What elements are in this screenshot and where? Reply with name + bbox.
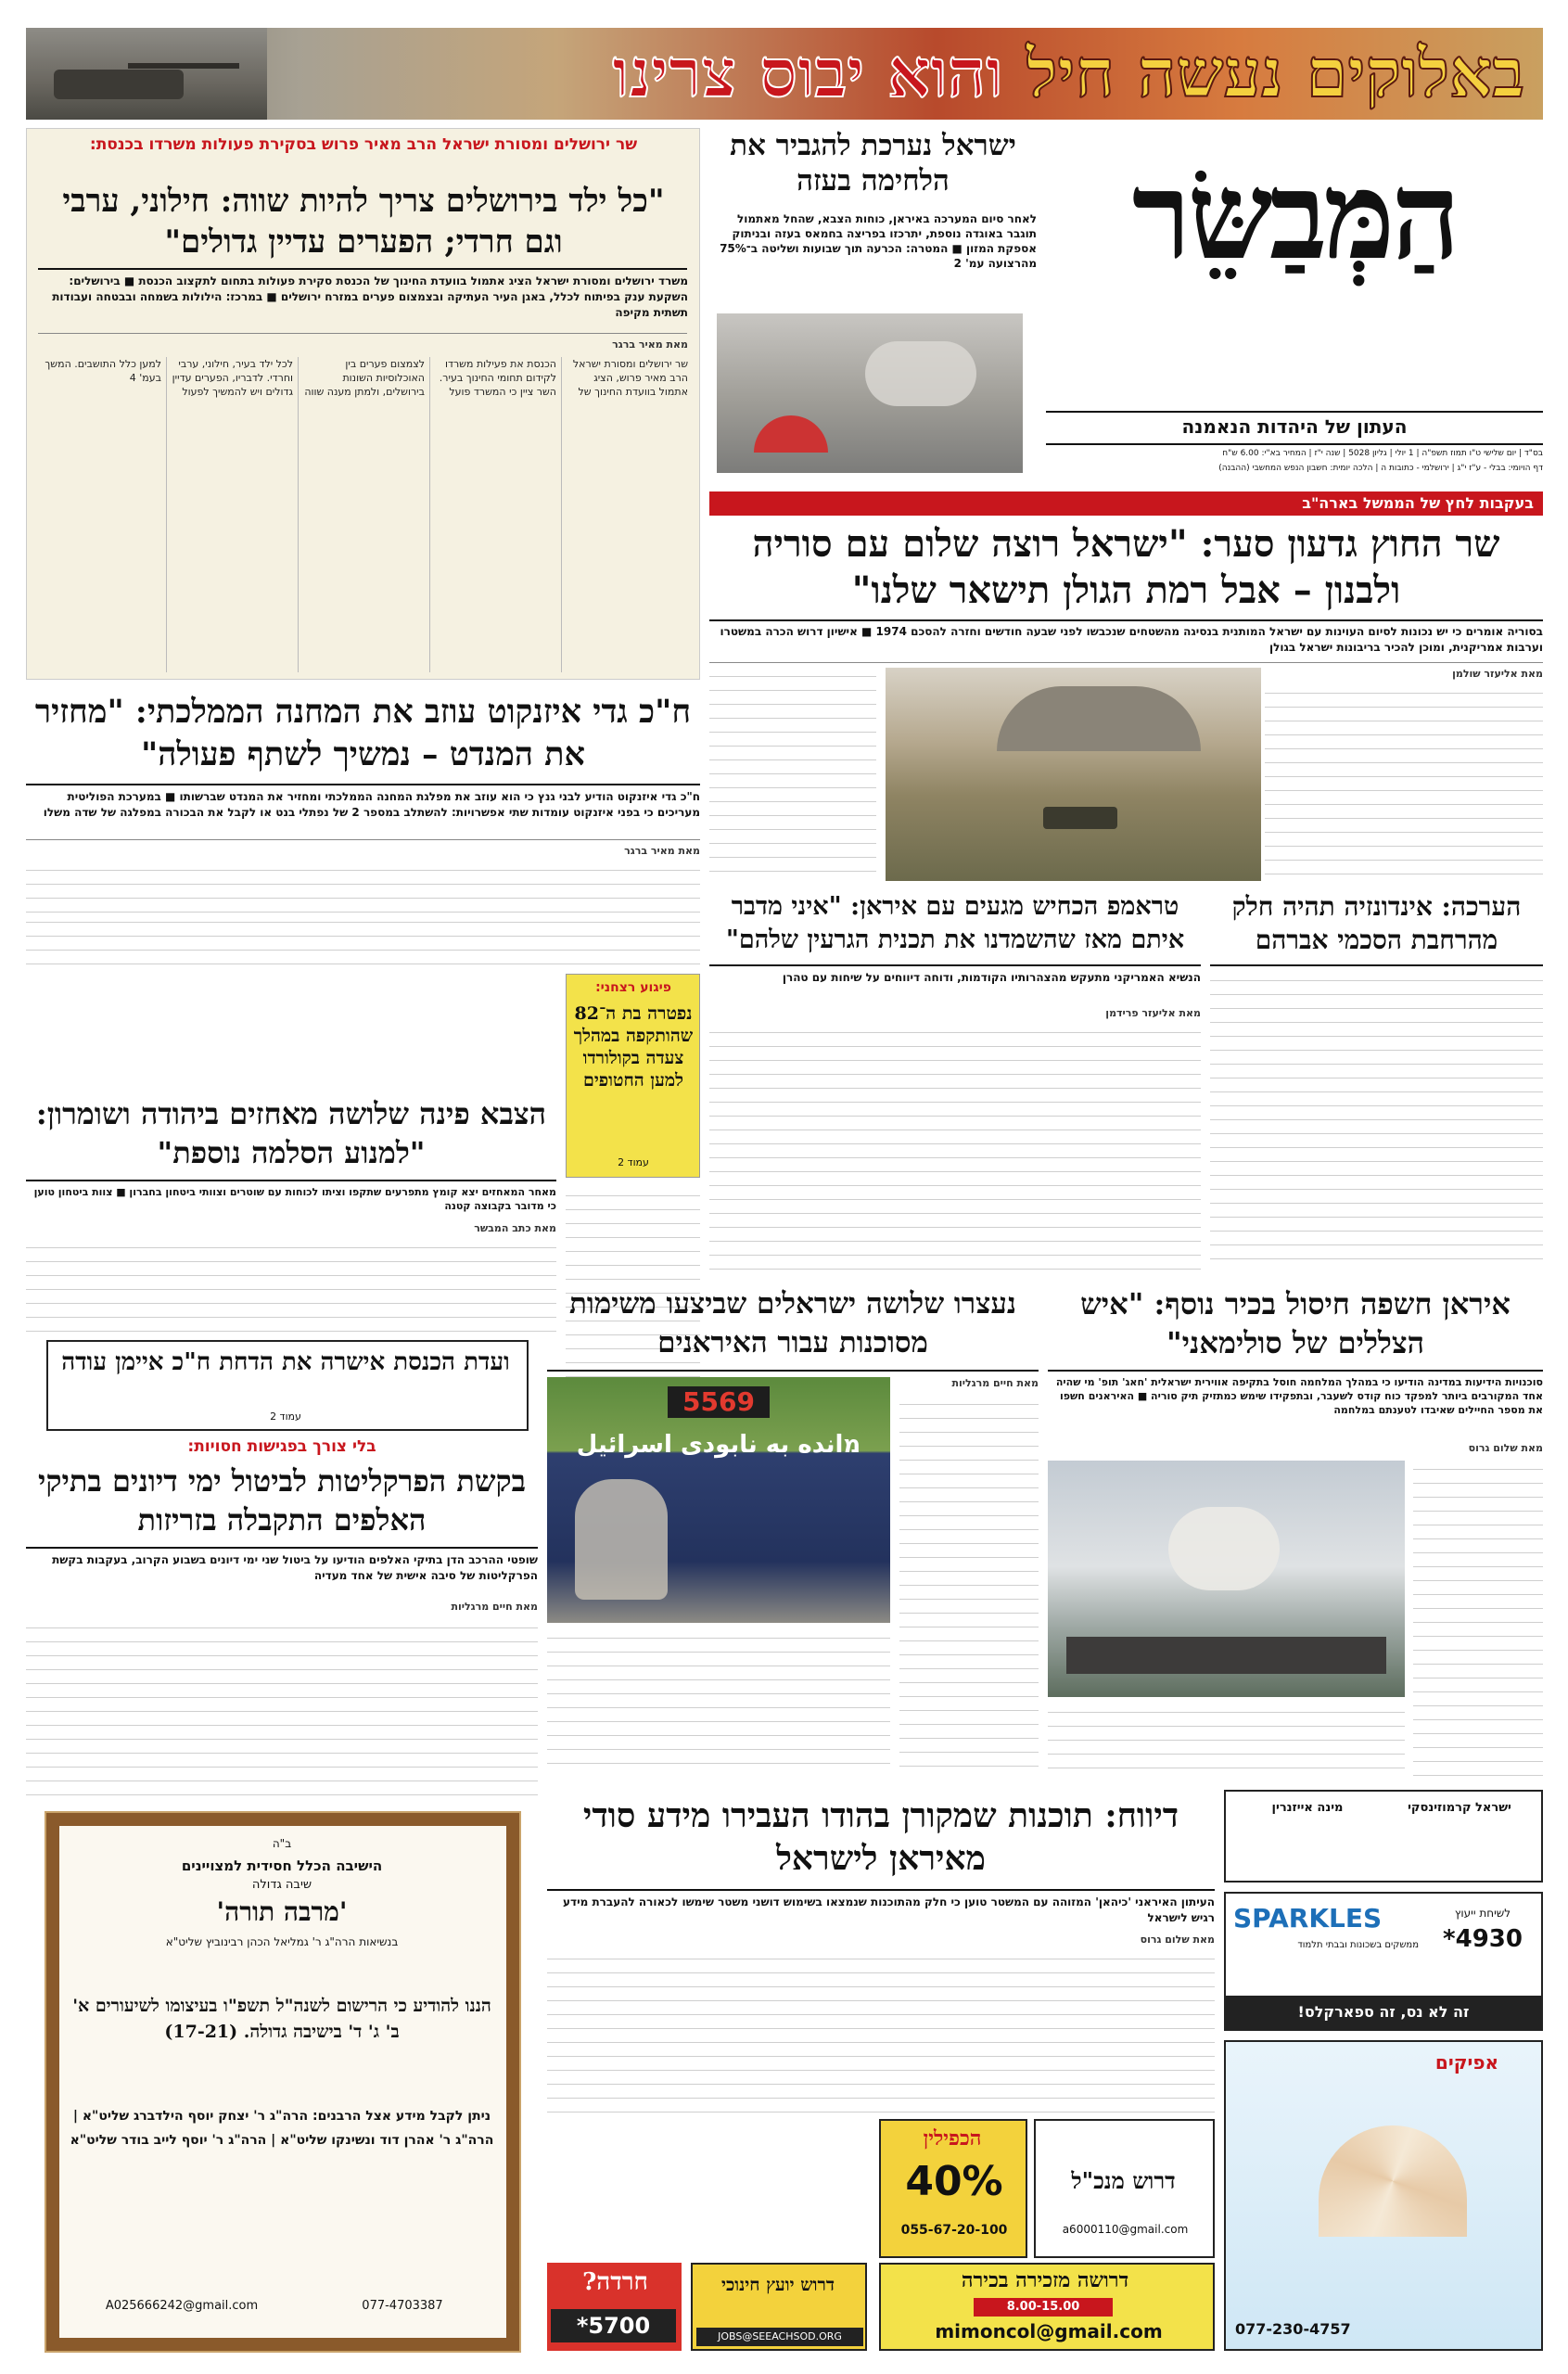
wanted-email: a6000110@gmail.com [1062, 2223, 1189, 2236]
prosecution-byline: מאת חיים מרגליות [451, 1601, 538, 1613]
secretary-email: mimoncol@gmail.com [935, 2320, 1163, 2342]
funeral-1: ישראל קרמוזינסקי [1408, 1801, 1511, 1815]
prosecution-subhead: שופטי ההרכב הדן בתיקי האלפים הודיעו על ביטול שני ימי דיונים בשבוע הקרוב, בעקבות בקשת הפרקליטות של סיבה אישית של אחד מעדיה [52, 1553, 538, 1582]
iran-subhead: סוכנויות הידיעות במדינה הודיעו כי במהלך המלחמה חוסל בתקיפה אווירית ישראלית 'חאג' תופ' מי שהיה אחד המקורבים ביותר למפקד כוח קודס לשעבר, ובתפקידו שימש כמתזיק תיק סוריה ■ האיראנים חשפו את מספר החיילים שאיבדו לטענתם במלחמה [1055, 1376, 1543, 1416]
yeshiva-notice: הננו להודיע כי הרישום לשנה"ל תשפ"ו בעיצומו לשיעורים א' ב' ג' ד' בישיבה גדולה. (17-21) [72, 1996, 491, 2042]
yeshiva-line1: הישיבה הכלל חסידית למצויינים [181, 1857, 383, 1874]
saar-body-lines [1265, 684, 1543, 874]
iran-photo [1048, 1461, 1405, 1697]
army-headline: הצבא פינה שלושה מאחזים ביהודה ושומרון: "למנוע הסלמה נוספת" [35, 1096, 547, 1170]
spies-body-lines-2 [547, 1629, 890, 1776]
sign-counter: 5569 [668, 1386, 770, 1418]
secretary-title: דרושה מזכירה בכירה [961, 2268, 1129, 2292]
yeshiva-phone: 077-4703387 [362, 2299, 443, 2313]
advisor-title: דרוש יועץ חינוכי [720, 2275, 835, 2295]
piguah-box [566, 974, 700, 1178]
kfilin-discount: 40% [905, 2158, 1003, 2205]
sparkles-sub: ממשקים בשכונות ובבתי תלמוד [1297, 1940, 1419, 1950]
funeral-2: מינה אייזנרין [1271, 1801, 1344, 1815]
trump-story [709, 890, 1201, 1275]
prosecution-headline: בקשת הפרקליטות לביטול ימי דיונים בתיקי האלפים התקבלה בזריזות [37, 1463, 527, 1538]
eisenkot-headline: ח"כ גדי איזנקוט עוזב את המחנה הממלכתי: "מחזיר את המנדט – נמשיך לשתף פעולה" [34, 693, 692, 773]
secretary-hours: 8.00-15.00 [974, 2298, 1113, 2317]
trump-byline: מאת אליעזר פרידמן [1105, 1007, 1201, 1019]
top-banner [26, 28, 1543, 120]
spies-headline: נעצרו שלושה ישראלים שביצעו משימות מסוכנות עבור האיראנים [569, 1287, 1016, 1359]
trump-subhead: הנשיא האמריקני מתעקש מהצהרותיו הקודמות, ודוחה דיווחים על שיחות עם טהרן [782, 971, 1201, 984]
piguah-text: נפטרה בת ה־82 שהותקפה במהלך צעדה בקולורדו למען החטופים [573, 1003, 694, 1091]
committee-page: עמוד 2 [270, 1410, 301, 1423]
prosecution-kicker: בלי צורך בפגישות חסויות: [187, 1437, 376, 1456]
army-byline: מאת כתב המבשר [474, 1222, 556, 1234]
wanted-title: דרוש מנכ"ל [1071, 2167, 1176, 2194]
saar-headline: שר החוץ גדעון סער: "ישראל רוצה שלום עם סוריה ולבנון – אבל רמת הגולן תישאר שלנו" [752, 522, 1500, 612]
piguah-kicker: פיגוע רצחני: [595, 980, 671, 995]
banner-headline-right: והוא יבוס צרינו [612, 33, 1003, 112]
sign-text: מانده به نابودی اسرائیل [576, 1431, 861, 1459]
sparkles-brand: SPARKLES [1233, 1903, 1383, 1934]
saar-kicker: בעקבות לחץ של הממשל בארה"ב [709, 491, 1543, 516]
gaza-headline: ישראל נערכת להגביר את הלחימה בעזה [730, 129, 1016, 198]
ad-wanted-ceo [1034, 2119, 1215, 2258]
spies-story [547, 1284, 1039, 1780]
top-story [26, 128, 700, 680]
iran-body-lines-2 [1048, 1704, 1405, 1778]
masthead-name: הַמְּבַשֵּׂר [1131, 145, 1458, 287]
fan-graphic [1319, 2125, 1467, 2237]
ad-funeral-homes [1224, 1790, 1543, 1883]
ad-secretary [879, 2263, 1215, 2351]
india-subhead: העיתון האיראני 'כיהאן' המזוהה עם המשטר טוען כי חלק מהתוכנות שנמצאו בשימוש דושני משטר שימשו לכאורה להעברת מידע רגיש לישראל [563, 1895, 1215, 1924]
saar-story [709, 491, 1543, 881]
banner-headline-left: באלוקים נעשה חיל [1026, 33, 1524, 112]
iran-body-lines [1413, 1461, 1543, 1776]
top-story-byline: מאת מאיר ברגר [612, 338, 688, 351]
eisenkot-story [26, 691, 700, 913]
ad-kfilin [879, 2119, 1027, 2258]
golan-photo [886, 668, 1261, 881]
sparkles-phone: *4930 [1443, 1925, 1523, 1953]
sparkles-tagline: זה לא נס, זה ספארקלס! [1226, 1996, 1541, 2029]
prosecution-story [26, 1437, 538, 1804]
help-phone: *5700 [551, 2309, 676, 2342]
spies-body-lines [899, 1396, 1039, 1776]
trump-headline: טראמפ הכחיש מגעים עם איראן: "איני מדבר איתם מאז שהשמדנו את תכנית הגרעין שלהם" [725, 892, 1185, 954]
gaza-story [709, 128, 1037, 480]
iran-story [1048, 1284, 1543, 1780]
committee-box [46, 1340, 529, 1431]
tank-photo [26, 28, 267, 120]
eisenkot-body-lines [26, 862, 700, 913]
army-subhead: מאחר המאחזים יצא קומץ מתפרעים שתקפו וציתו לכוחות עם שוטרים וצוותי ביטחון בחברון ■ צוות ביטחון טוען כי מדובר בקבוצה קטנה [33, 1186, 556, 1212]
army-story [26, 1094, 556, 1335]
indonesia-story [1210, 890, 1543, 1275]
sparkles-phone-label: לשיחת ייעוץ [1454, 1907, 1511, 1920]
gaza-photo [717, 313, 1023, 473]
yeshiva-contacts: ניתן לקבל מידע אצל הרבנים: הרה"ג ר' יצחק יוסף הילדברג שליט"א | הרה"ג ר' אהרן דוד ונשינקו שליט"א | הרה"ג ר' יוסף לייב בודר שליט"א [70, 2109, 494, 2148]
yeshiva-line2: שיבה גדולה [251, 1878, 312, 1892]
yeshiva-bsd: ב"ה [272, 1837, 292, 1850]
committee-text: ועדת הכנסת אישרה את הדחת ח"כ איימן עודה [61, 1348, 510, 1376]
yeshiva-ad [46, 1813, 519, 2351]
eisenkot-byline: מאת מאיר ברגר [624, 845, 700, 857]
ad-help [547, 2263, 682, 2351]
eisenkot-subhead: ח"כ גדי איזנקוט הודיע לבני גנץ כי הוא עוזב את מפלגת המחנה הממלכתי ומחזיר את המנדט שברשותו ■ במערכת הפוליטית מעריכים כי בפני איזנקוט עומדות שתי אפשרויות: להשתלב במספר 2 של נפתלי בנט או לקבל את הבכורה במפלגה של שדה משלו [43, 790, 700, 819]
help-title: חרדה? [582, 2268, 648, 2296]
top-story-headline: "כל ילד בירושלים צריך להיות שווה: חילוני, ערבי וגם חרדי; הפערים עדיין גדולים" [62, 183, 665, 261]
india-headline: דיווח: תוכנות שמקורן בהודו העבירו מידע סודי מאיראן לישראל [582, 1796, 1179, 1878]
fan-brand: אפיקים [1434, 2051, 1499, 2074]
fan-phone: 077-230-4757 [1235, 2320, 1351, 2338]
masthead [1046, 128, 1543, 480]
iran-headline: איראן חשפה חיסול בכיר נוסף: "איש הצללים של סולימאני" [1080, 1286, 1511, 1360]
masthead-tagline: העתון של היהדות הנאמנה [1181, 415, 1408, 438]
tehran-sign-photo [547, 1377, 890, 1623]
masthead-dateline-2: דף הויומי: בבלי - ע"ז י"ג | ירושלמי - כתובות ה | הלכה יומית: חשבון הנפש המחשבי (ההבנה) [1218, 464, 1543, 473]
advisor-email: JOBS@SEEACHSOD.ORG [696, 2328, 863, 2346]
spies-byline: מאת חיים מרגליות [951, 1377, 1039, 1389]
india-body-lines [547, 1950, 1215, 2112]
masthead-dateline: בס"ד | יום שלישי ט"ו תמוז תשפ"ה | 1 יולי | גליון 5028 | שנה י"ז | המחיר בא"י: 6.00 ש"ח [1222, 449, 1543, 458]
trump-body-lines [709, 1024, 1201, 1270]
yeshiva-line3: בנשיאות הרה"ג ר' גמליאל הכהן רבינוביץ שליט"א [165, 1935, 399, 1948]
saar-byline: מאת אליעזר שולמן [1452, 668, 1543, 680]
prosecution-body-lines [26, 1619, 538, 1800]
saar-subhead: בסוריה אומרים כי יש נכונות לסיום העוינות עם ישראל המותנית בנסיגה מהשטחים שנכבשו לפני שבעה חודשים וחזרה להסכם 1974 ■ אישיון דרוש הכרה במשטרו וערבות אמריקנית, ומוכן להכיר בריבונות ישראל בגולן [720, 625, 1543, 654]
saar-body-lines-2 [709, 668, 876, 876]
kfilin-title: הכפילין [923, 2126, 982, 2151]
india-byline: מאת שלום גרוס [1140, 1934, 1215, 1946]
ad-advisor [691, 2263, 867, 2351]
kfilin-phone: 055-67-20-100 [900, 2223, 1008, 2238]
yeshiva-email: A025666242@gmail.com [105, 2299, 259, 2313]
gaza-body: לאחר סיום המערכה באיראן, כוחות הצבא, שהחל מאתמול תוגבר באוגדה נוספת, יתרכזו בפריצה בחמאס בעזה ובניתוק אספקת המזון ■ המטרה: הכרעה תוך שבועות ושליטה ב־75% מהרצועה עמ' 2 [720, 212, 1037, 270]
iran-byline: מאת שלום גרוס [1468, 1442, 1543, 1454]
eisenkot-body-lines-more [26, 913, 700, 964]
army-body-lines [26, 1239, 556, 1332]
top-story-body: שר ירושלים ומסורת ישראל הרב מאיר פרוש, הציג אתמול בוועדת החינוך של הכנסת את פעילות משרדו לקידום תחומי החינוך בעיר. השר ציין כי המשרד פועל לצמצום פערים בין האוכלוסיות השונות בירושלים, ולמתן מענה שווה לכל ילד בעיר, חילוני, ערבי וחרדי. לדבריו, הפערים עדיין גדולים ויש להמשיך לפעול למען כלל התושבים. המשך בעמ' 4 [45, 358, 688, 398]
indonesia-headline: הערכה: אינדונזיה תהיה חלק מהרחבת הסכמי אברהם [1231, 891, 1522, 955]
indonesia-body-lines [1210, 972, 1543, 1269]
top-story-subhead: משרד ירושלים ומסורת ישראל הציג אתמול בוועדת החינוך של הכנסת סקירת פעולות בתחום לתקצוב הכנסת ■ בירושלים: השקעת ענק בפיתוח לכלל, באגן העיר העתיקה ובצמצום פערים במזרח ירושלים ■ במרכז: הילולות בשמחה ובבטחה ועבודות תשתית מקיפה [52, 274, 688, 319]
ad-fan [1224, 2040, 1543, 2351]
piguah-page: עמוד 2 [618, 1156, 649, 1168]
top-story-kicker: שר ירושלים ומסורת ישראל הרב מאיר פרוש בסקירת פעולות משרדו בכנסת: [89, 135, 638, 154]
ad-sparkles [1224, 1892, 1543, 2031]
yeshiva-name: 'מרבה תורה' [216, 1896, 348, 1927]
